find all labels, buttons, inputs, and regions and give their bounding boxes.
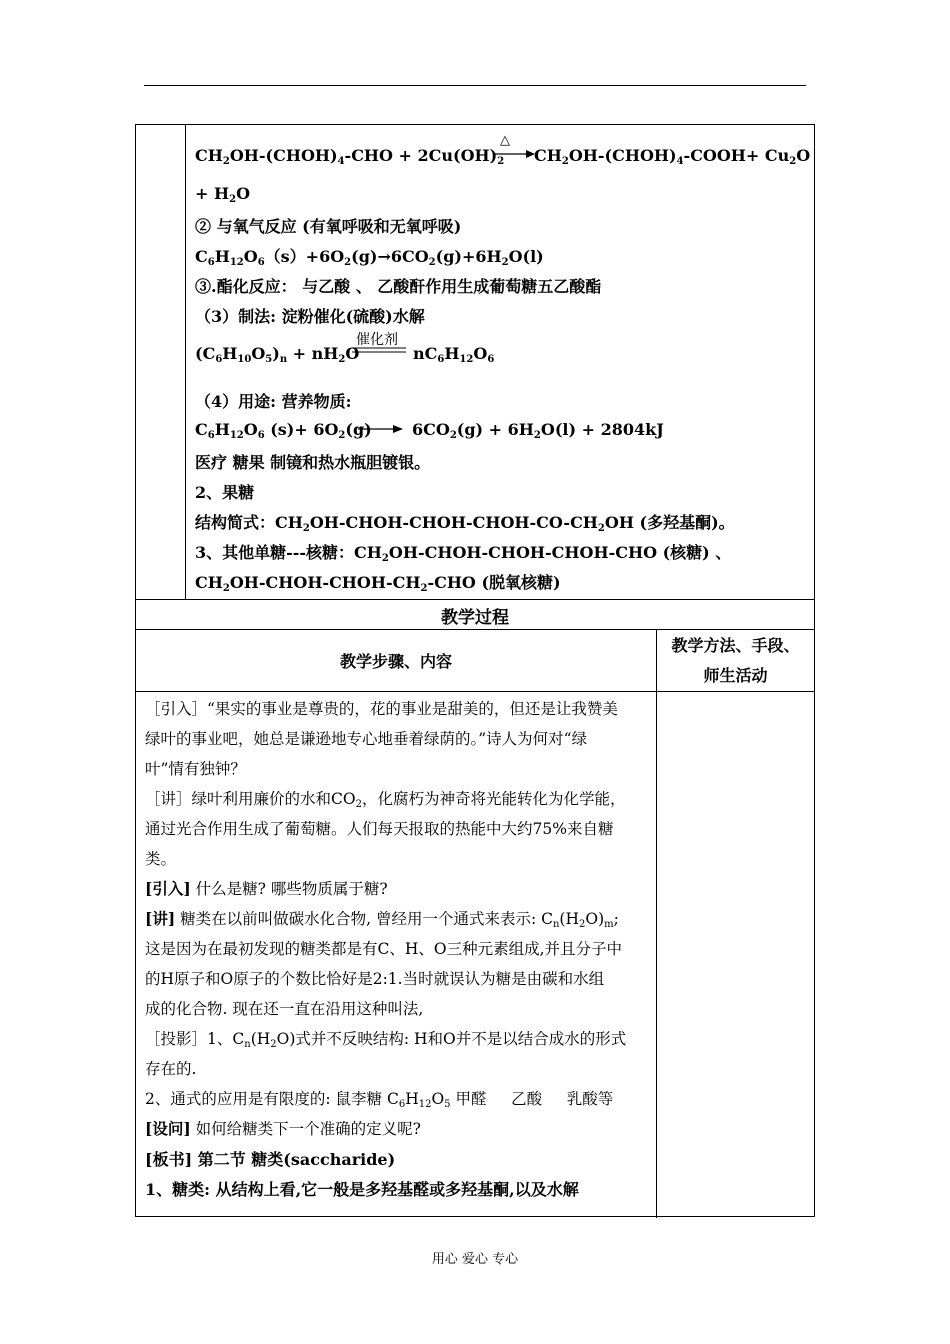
title-divider <box>136 629 814 630</box>
page-footer: 用心 爱心 专心 <box>431 1252 519 1267</box>
lecture-line-2: 通过光合作用生成了葡萄糖。人们每天报取的热能中大约75%来自糖 <box>145 820 614 838</box>
question-definition: [设问] 如何给糖类下一个准确的定义呢? <box>145 1119 421 1138</box>
lecture-formula-line-2: 这是因为在最初发现的糖类都是有C、H、O三种元素组成,并且分子中 <box>145 940 623 958</box>
methods-column-header-1: 教学方法、手段、 <box>671 636 800 655</box>
projection-line-3: 2、通式的应用是有限度的: 鼠李糖 $C_6H_{12}O_5$ 甲醛 乙酸 乳酸等 <box>145 1090 614 1110</box>
use-list: 医疗 糖果 制镜和热水瓶胆镀银。 <box>195 453 431 472</box>
equation-hydrolysis-a: $(C_6H_{10}O_5)_n + nH_2O$ <box>195 344 360 365</box>
lecture-formula-line-1: [讲] 糖类在以前叫做碳水化合物, 曾经用一个通式来表示: $C_n(H_2O)_m$; <box>145 909 619 930</box>
lecture-line-1: ［讲］绿叶利用廉价的水和$CO_2$，化腐朽为神奇将光能转化为化学能， <box>145 790 626 810</box>
equation-energy-b: $6CO_2(g) + 6H_2O(l) + 2804kJ$ <box>412 420 664 441</box>
projection-line-2: 存在的. <box>145 1060 197 1078</box>
projection-line-1: ［投影］1、$C_n(H_2O)$式并不反映结构: H和O并不是以结合成水的形式 <box>145 1030 627 1050</box>
equation-oxidation-c: + $H_2O$ <box>195 184 250 205</box>
header-divider <box>136 691 814 692</box>
header-rule <box>144 85 806 86</box>
equation-oxidation-a: $CH_2OH-(CHOH)_4$-CHO + $2Cu(OH)_2$ <box>195 146 505 167</box>
item-esterification: ③.酯化反应： 与乙酸 、 乙酸酐作用生成葡萄糖五乙酸酯 <box>195 277 602 296</box>
equation-hydrolysis-b: $nC_6H_{12}O_6$ <box>413 344 495 365</box>
use-heading: （4）用途: 营养物质: <box>195 392 352 411</box>
catalyst-label: 催化剂 <box>356 332 398 348</box>
lesson-table <box>135 124 815 1217</box>
board-heading: [板书] 第二节 糖类(saccharide) <box>145 1150 396 1169</box>
intro-question: [引入] 什么是糖? 哪些物质属于糖? <box>145 879 388 898</box>
intro-quote-line-2: 绿叶的事业吧，她总是谦逊地专心地垂着绿荫的。”诗人为何对“绿 <box>145 730 588 748</box>
left-column-divider <box>185 125 186 599</box>
other-monosaccharide-a: 3、其他单糖---核糖：$CH_2OH-CHOH-CHOH-CHOH$-CHO (核糖) 、 <box>195 543 732 564</box>
definition-line: 1、糖类: 从结构上看,它一般是多羟基醛或多羟基酮,以及水解 <box>145 1180 579 1199</box>
other-monosaccharide-b: $CH_2OH-CHOH-CHOH-CH_2$-CHO (脱氧核糖) <box>195 573 561 594</box>
equation-energy-a: $C_6H_{12}O_6$ $(s)+ 6O_2(g)$ <box>195 420 372 441</box>
equation-oxidation-b: $CH_2OH-(CHOH)_4-COOH+ Cu_2O$ <box>534 146 811 167</box>
equilibrium-lines <box>352 347 408 355</box>
section-divider <box>136 599 814 600</box>
intro-quote-line-1: ［引入］“果实的事业是尊贵的，花的事业是甜美的，但还是让我赞美 <box>145 700 618 718</box>
reaction-arrow-1 <box>494 149 536 159</box>
reaction-arrow-2 <box>358 424 404 434</box>
process-title: 教学过程 <box>441 608 509 628</box>
heat-symbol: △ <box>500 133 510 148</box>
lecture-line-3: 类。 <box>145 850 177 868</box>
lecture-formula-line-4: 成的化合物. 现在还一直在沿用这种叫法, <box>145 1000 424 1018</box>
steps-column-header: 教学步骤、内容 <box>339 652 452 671</box>
item-oxygen-reaction: ② 与氧气反应 (有氧呼吸和无氧呼吸) <box>195 217 462 236</box>
methods-column-divider <box>656 629 657 1218</box>
fructose-structure: 结构简式：$CH_2OH-CHOH-CHOH-CHOH-CO-CH_2OH$ (多羟基酮)。 <box>195 513 735 534</box>
lecture-formula-line-3: 的H原子和O原子的个数比恰好是2:1.当时就误认为糖是由碳和水组 <box>145 970 605 988</box>
intro-quote-line-3: 叶”情有独钟？ <box>145 760 246 778</box>
preparation-heading: （3）制法: 淀粉催化(硫酸)水解 <box>195 307 425 326</box>
methods-column-header-2: 师生活动 <box>703 666 768 685</box>
fructose-heading: 2、果糖 <box>195 483 255 502</box>
equation-respiration: $C_6H_{12}O_6(s)+6O_2(g)\to 6CO_2(g)+6H_2O(l)$ <box>195 247 544 268</box>
